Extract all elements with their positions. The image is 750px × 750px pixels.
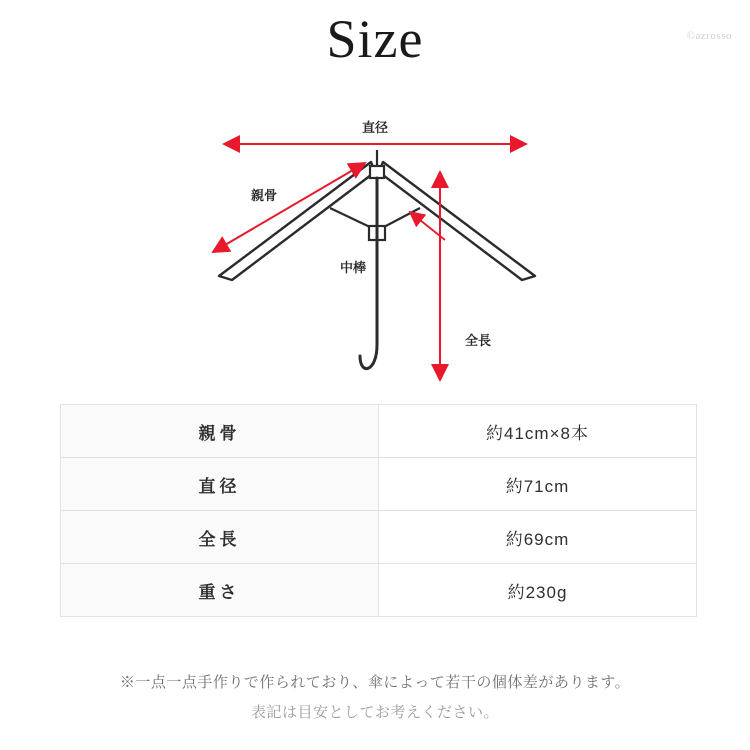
total-length-label: 全長 [465, 333, 492, 348]
notes-section [0, 668, 750, 728]
table-row [61, 511, 697, 564]
umbrella-diagram [0, 100, 750, 400]
rib-arrow [213, 163, 365, 252]
diameter-label: 直径 [361, 120, 389, 135]
spec-value: 約71cm [379, 458, 697, 511]
shaft-label: 中棒 [339, 260, 367, 275]
spec-value: 約230g [379, 564, 697, 617]
spec-label: 親骨 [61, 405, 379, 458]
rib-label: 親骨 [250, 188, 278, 203]
spec-value: 約41cm×8本 [379, 405, 697, 458]
watermark-text: ©azrosso [686, 30, 732, 42]
page-title: Size [326, 9, 424, 69]
table-row [61, 458, 697, 511]
spec-table [60, 404, 697, 617]
spec-value: 約69cm [379, 511, 697, 564]
spec-label: 重さ [61, 564, 379, 617]
spec-label: 直径 [61, 458, 379, 511]
note-line-1: ※一点一点手作りで作られており、傘によって若干の個体差があります。 [119, 674, 631, 691]
note-line-2: 表記は目安としてお考えください。 [250, 704, 499, 721]
table-row [61, 564, 697, 617]
spec-label: 全長 [61, 511, 379, 564]
table-row [61, 405, 697, 458]
